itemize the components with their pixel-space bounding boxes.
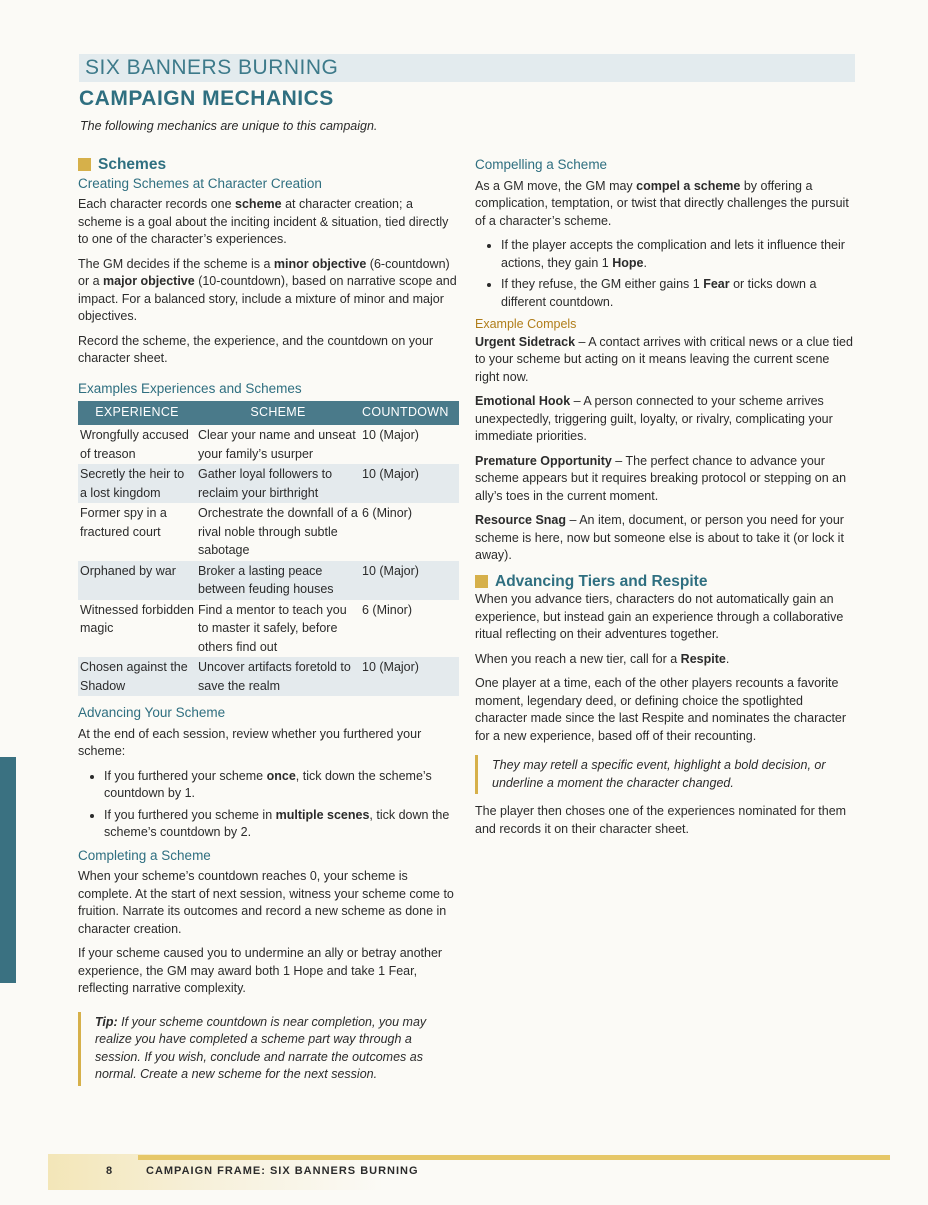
footer-line [138,1155,890,1160]
list-item: • If the player accepts the complication and lets it influence their actions, they gain 1 Hope. [501,237,855,272]
table-cell: Secretly the heir to a lost kingdom [78,464,196,503]
square-bullet-icon [475,575,488,588]
table-cell: Witnessed forbidden magic [80,602,194,635]
page-number: 8 [106,1165,113,1177]
table-cell: Orchestrate the downfall of a rival noble through subtle sabotage [198,506,358,557]
compelling-list [475,237,855,311]
schemes-paragraph-2: The GM decides if the scheme is a minor objective (6-countdown) or a major objective (10-countdown), based on narrative scope and impact. For a balanced story, include a mixture of minor and major objectives. [78,256,457,323]
square-bullet-icon [78,158,91,171]
tiers-heading: Advancing Tiers and Respite [475,573,855,591]
schemes-paragraph-1: Each character records one scheme at character creation; a scheme is a goal about the inciting incident & situation, tied directly to one of the character’s experiences. [78,197,449,246]
title-bar [79,54,855,82]
table-cell: Orphaned by war [78,561,196,600]
table-row [78,561,459,600]
footer-title: CAMPAIGN FRAME: SIX BANNERS BURNING [146,1165,419,1177]
table-header-experience: EXPERIENCE [78,401,196,425]
table-cell: 6 (Minor) [362,602,413,617]
compel-entry: Emotional Hook – A person connected to your scheme arrives unexpectedly, triggering guilt, loyalty, or rivalry, complicating your immediate priorities. [475,394,833,443]
side-tab [0,757,16,983]
table-cell: Find a mentor to teach you to master it safely, before others find out [198,602,347,654]
tiers-paragraph-4: The player then choses one of the experiences nominated for them and records it on their character sheet. [475,804,847,836]
table-cell: Clear your name and unseat your family’s usurper [198,428,356,461]
completing-scheme-heading: Completing a Scheme [78,847,211,863]
example-compels-heading: Example Compels [475,317,577,331]
table-cell: Former spy in a fractured court [80,506,167,539]
table-cell: Uncover artifacts foretold to save the realm [196,657,360,696]
table-header-scheme: SCHEME [196,401,360,425]
table-cell: 10 (Major) [360,561,459,600]
list-item: • If they refuse, the GM either gains 1 Fear or ticks down a different countdown. [501,276,855,311]
schemes-heading: Schemes [78,156,459,174]
table-cell: 10 (Major) [360,464,459,503]
list-item: • If you furthered your scheme once, tick down the scheme’s countdown by 1. [104,768,459,803]
tiers-paragraph-3: One player at a time, each of the other players recounts a favorite moment, legendary deed, or defining choice the spotlighted character made since the last Respite and nominates the character for a new experience, based off of their recounting. [475,676,847,743]
compel-entry: Urgent Sidetrack – A contact arrives with critical news or a clue tied to your scheme but acting on it means leaving the current scene right now. [475,334,853,384]
compel-entry: Resource Snag – An item, document, or person you need for your scheme is here, now but someone else is about to take it (or lock it away). [475,513,844,562]
table-header-row [78,401,459,425]
compelling-paragraph: As a GM move, the GM may compel a scheme by offering a complication, temptation, or twist that directly challenges the pursuit of a character’s scheme. [475,178,849,228]
table-row [78,503,459,561]
table-row [78,425,459,464]
tiers-paragraph-2: When you reach a new tier, call for a Respite. [475,651,730,666]
table-header-countdown: COUNTDOWN [360,401,459,425]
right-column [475,156,855,845]
table-cell: Broker a lasting peace between feuding houses [196,561,360,600]
respite-callout: They may retell a specific event, highlight a bold decision, or underline a moment the character changed. [475,755,855,794]
table-cell: Chosen against the Shadow [78,657,196,696]
examples-heading: Examples Experiences and Schemes [78,380,302,396]
compelling-heading: Compelling a Scheme [475,157,608,172]
list-item: • If you furthered you scheme in multiple scenes, tick down the scheme’s countdown by 2. [104,807,459,842]
creating-schemes-heading: Creating Schemes at Character Creation [78,175,322,191]
table-cell: 10 (Major) [360,657,459,696]
tiers-paragraph-1: When you advance tiers, characters do not automatically gain an experience, but instead gain an experience through a collaborative ritual reflecting on their adventures together. [475,592,844,641]
table-cell: Wrongfully accused of treason [80,428,189,461]
table-row [78,464,459,503]
left-column [78,156,459,1095]
table-cell: 6 (Minor) [362,506,413,520]
table-row [78,600,459,658]
section-title: CAMPAIGN MECHANICS [79,87,334,110]
schemes-paragraph-3: Record the scheme, the experience, and the countdown on your character sheet. [78,333,434,365]
advancing-list [78,768,459,842]
completing-paragraph-2: If your scheme caused you to undermine an ally or betray another experience, the GM may award both 1 Hope and take 1 Fear, reflecting narrative complexity. [78,946,443,995]
intro-text: The following mechanics are unique to this campaign. [80,119,378,133]
table-cell: 10 (Major) [362,428,419,442]
table-cell: Gather loyal followers to reclaim your birthright [196,464,360,503]
advancing-scheme-heading: Advancing Your Scheme [78,705,226,720]
schemes-table [78,401,459,696]
advancing-paragraph: At the end of each session, review whether you furthered your scheme: [78,726,422,758]
table-row [78,657,459,696]
compel-entry: Premature Opportunity – The perfect chance to advance your scheme appears but it requires breaking protocol or stepping on an ally’s toes in the current moment. [475,453,847,503]
page-title: SIX BANNERS BURNING [85,56,339,79]
tip-callout: Tip: If your scheme countdown is near completion, you may realize you have completed a scheme part way through a session. If you wish, conclude and narrate the outcomes as normal. Create a new scheme for the next session. [78,1012,459,1086]
completing-paragraph-1: When your scheme’s countdown reaches 0, your scheme is complete. At the start of next session, witness your scheme come to fruition. Narrate its outcomes and record a new scheme as done in character creation. [78,869,454,936]
